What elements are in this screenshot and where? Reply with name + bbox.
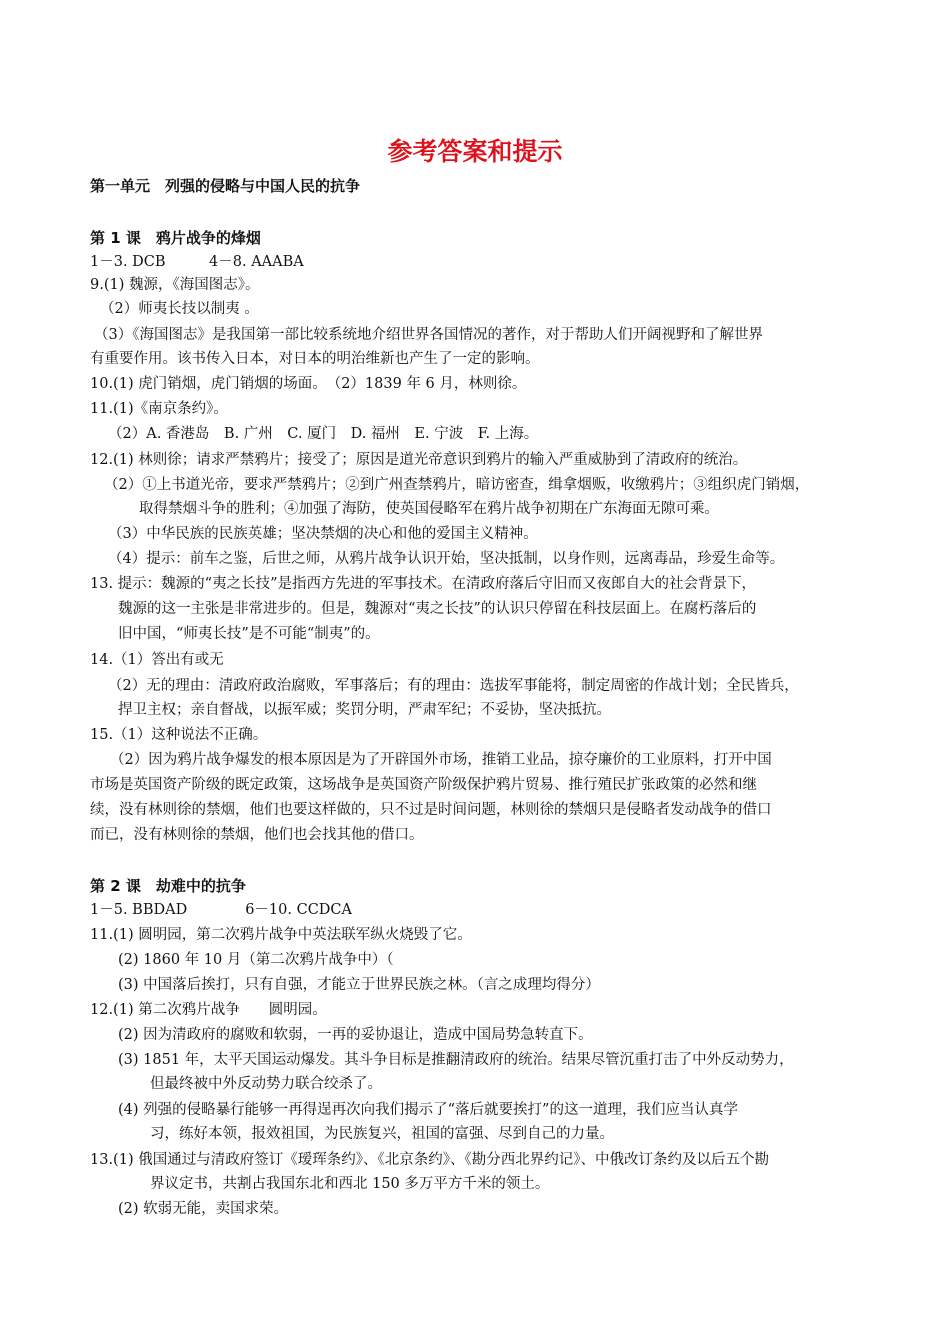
lesson-2-line: (2) 因为清政府的腐败和软弱，一再的妥协退让，造成中国局势急转直下。 xyxy=(118,1027,593,1043)
lesson-1-line: （2）因为鸦片战争爆发的根本原因是为了开辟国外市场，推销工业品，掠夺廉价的工业原料，打开中国 xyxy=(110,752,772,768)
lesson-2-line: (4) 列强的侵略暴行能够一再得逞再次向我们揭示了“落后就要挨打”的这一道理，我们应当认真学 xyxy=(118,1102,738,1118)
lesson-1-line: 而已，没有林则徐的禁烟，他们也会找其他的借口。 xyxy=(90,827,424,843)
lesson-1-line: 取得禁烟斗争的胜利；④加强了海防，使英国侵略军在鸦片战争初期在广东海面无隙可乘。 xyxy=(139,501,719,517)
lesson-1-line: 10.(1) 虎门销烟，虎门销烟的场面。 （2）1839 年 6 月，林则徐。 xyxy=(90,376,527,392)
lesson-2-line: 习，练好本领，报效祖国，为民族复兴，祖国的富强、尽到自己的力量。 xyxy=(150,1126,614,1142)
lesson-1-line: （2）师夷长技以制夷 。 xyxy=(100,301,259,317)
lesson-2-line: (2) 软弱无能，卖国求荣。 xyxy=(118,1201,289,1217)
document-title: 参考答案和提示 xyxy=(387,137,563,166)
lesson-1-line: 魏源的这一主张是非常进步的。但是，魏源对“夷之长技”的认识只停留在科技层面上。在腐朽落后的 xyxy=(118,601,757,617)
lesson-2-line: (2) 1860 年 10 月（第二次鸦片战争中）（ xyxy=(118,952,394,968)
lesson-1-line: 有重要作用。该书传入日本，对日本的明治维新也产生了一定的影响。 xyxy=(90,351,540,367)
lesson-2-line: 界议定书，共割占我国东北和西北 150 多万平方千米的领土。 xyxy=(150,1176,550,1192)
lesson-1-heading: 第 1 课 鸦片战争的烽烟 xyxy=(90,229,261,247)
unit-heading: 第一单元 列强的侵略与中国人民的抗争 xyxy=(90,177,361,195)
lesson-1-line: 捍卫主权；亲自督战，以振军威；奖罚分明，严肃军纪；不妥协，坚决抵抗。 xyxy=(118,702,611,718)
lesson-1-line: 13. 提示：魏源的“夷之长技”是指西方先进的军事技术。在清政府落后守旧而又夜郎自大的社会背景下， xyxy=(90,576,756,592)
lesson-1-line: 市场是英国资产阶级的既定政策，这场战争是英国资产阶级保护鸦片贸易、推行殖民扩张政策的必然和继 xyxy=(90,777,757,793)
lesson-1-line: （4）提示：前车之鉴，后世之师，从鸦片战争认识开始，坚决抵制，以身作则，远离毒品，珍爱生命等。 xyxy=(108,551,785,567)
lesson-2-line: (3) 1851 年，太平天国运动爆发。其斗争目标是推翻清政府的统治。结果尽管沉重打击了中外反动势力， xyxy=(118,1052,794,1068)
lesson-1-line: 续，没有林则徐的禁烟，他们也要这样做的，只不过是时间问题，林则徐的禁烟只是侵略者发动战争的借口 xyxy=(90,802,772,818)
lesson-1-line: 9.(1) 魏源，《海国图志》。 xyxy=(90,277,260,293)
lesson-2-line: 12.(1) 第二次鸦片战争 圆明园。 xyxy=(90,1002,327,1018)
lesson-1-line: 11.(1)《南京条约》。 xyxy=(90,401,228,417)
lesson-1-line: 1－3. DCB 4－8. AAABA xyxy=(90,254,304,270)
lesson-1-line: （3）《海国图志》是我国第一部比较系统地介绍世界各国情况的著作，对于帮助人们开阔视野和了解世界 xyxy=(94,327,763,343)
lesson-1-line: 14.（1）答出有或无 xyxy=(90,652,224,668)
lesson-2-line: (3) 中国落后挨打，只有自强，才能立于世界民族之林。（言之成理均得分） xyxy=(118,977,600,993)
lesson-1-line: （2）A. 香港岛 B. 广州 C. 厦门 D. 福州 E. 宁波 F. 上海。 xyxy=(108,426,539,442)
lesson-1-line: 15.（1）这种说法不正确。 xyxy=(90,727,268,743)
lesson-2-line: 但最终被中外反动势力联合绞杀了。 xyxy=(150,1076,382,1092)
lesson-2-line: 11.(1) 圆明园，第二次鸦片战争中英法联军纵火烧毁了它。 xyxy=(90,927,472,943)
lesson-1-line: （2）无的理由：清政府政治腐败，军事落后；有的理由：选拔军事能将，制定周密的作战计划；全民皆兵， xyxy=(108,678,799,694)
lesson-2-line: 1－5. BBDAD 6－10. CCDCA xyxy=(90,902,352,918)
lesson-1-line: （3）中华民族的民族英雄；坚决禁烟的决心和他的爱国主义精神。 xyxy=(108,526,538,542)
lesson-1-line: 旧中国，“师夷长技”是不可能“制夷”的。 xyxy=(118,626,380,642)
lesson-1-line: 12.(1) 林则徐；请求严禁鸦片；接受了；原因是道光帝意识到鸦片的输入严重威胁到了清政府的统治。 xyxy=(90,452,748,468)
lesson-2-line: 13.(1) 俄国通过与清政府签订《瑷珲条约》、《北京条约》、《勘分西北界约记》、中俄改订条约及以后五个勘 xyxy=(90,1152,769,1168)
lesson-1-line: （2）①上书道光帝，要求严禁鸦片；②到广州查禁鸦片，暗访密查，缉拿烟贩，收缴鸦片；③组织虎门销烟， xyxy=(104,477,810,493)
lesson-2-heading: 第 2 课 劫难中的抗争 xyxy=(90,877,246,895)
